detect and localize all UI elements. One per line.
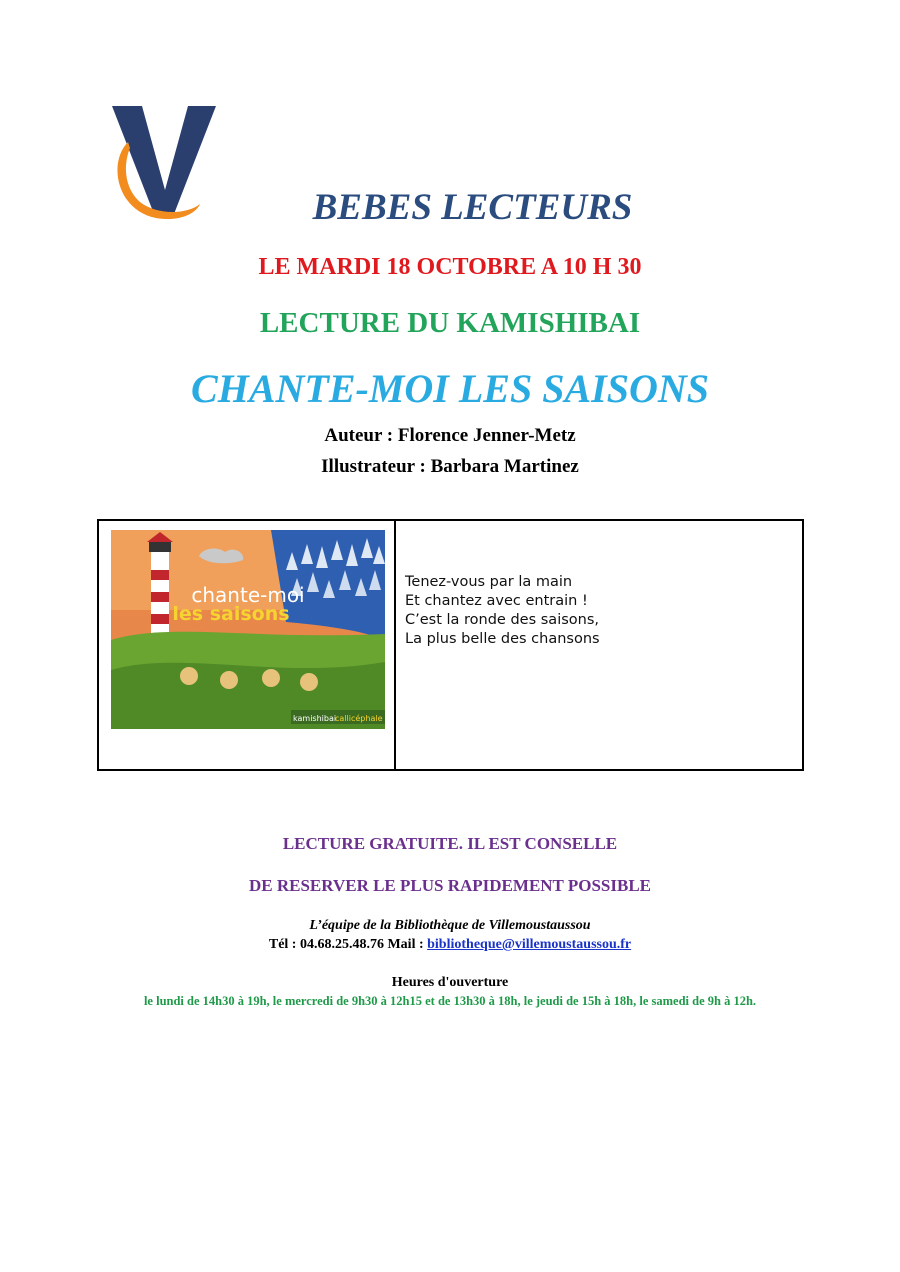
opening-hours-title: Heures d'ouverture <box>391 975 509 990</box>
poem-line: Et chantez avec entrain ! <box>405 593 588 609</box>
poem-cell <box>396 521 802 769</box>
book-info-table <box>97 519 804 771</box>
free-reading-notice: LECTURE GRATUITE. IL EST CONSELLE <box>282 834 618 853</box>
contact-line <box>0 937 900 953</box>
book-author: Auteur : Florence Jenner-Metz <box>324 425 576 446</box>
activity-heading: LECTURE DU KAMISHIBAI <box>259 307 641 339</box>
email-link[interactable]: bibliotheque@villemoustaussou.fr <box>427 937 632 952</box>
cover-cell <box>99 521 396 769</box>
book-title: CHANTE-MOI LES SAISONS <box>191 366 709 411</box>
poem-line: C’est la ronde des saisons, <box>405 612 600 628</box>
reservation-notice: DE RESERVER LE PLUS RAPIDEMENT POSSIBLE <box>249 876 651 895</box>
library-team: L’équipe de la Bibliothèque de Villemoustaussou <box>309 918 591 933</box>
book-illustrator: Illustrateur : Barbara Martinez <box>321 456 579 477</box>
event-date: LE MARDI 18 OCTOBRE A 10 H 30 <box>258 254 642 280</box>
page-title: BEBES LECTEURS <box>312 187 633 228</box>
cover-title-line2: les saisons <box>172 603 290 625</box>
phone-text: Tél : 04.68.25.48.76 Mail : <box>268 937 428 952</box>
poem-text <box>405 573 600 649</box>
opening-hours-text: le lundi de 14h30 à 19h, le mercredi de 9h30 à 12h15 et de 13h30 à 18h, le jeudi de 15h à 18h, le samedi de 9h à 12h. <box>143 994 757 1008</box>
cover-title-line1: chante-moi <box>191 583 305 607</box>
poem-line: La plus belle des chansons <box>405 631 600 647</box>
cover-publisher-a: kamishibai <box>293 714 337 723</box>
book-cover-image <box>111 530 385 729</box>
poem-line: Tenez-vous par la main <box>405 574 573 590</box>
cover-publisher-b: callicéphale <box>335 714 383 723</box>
